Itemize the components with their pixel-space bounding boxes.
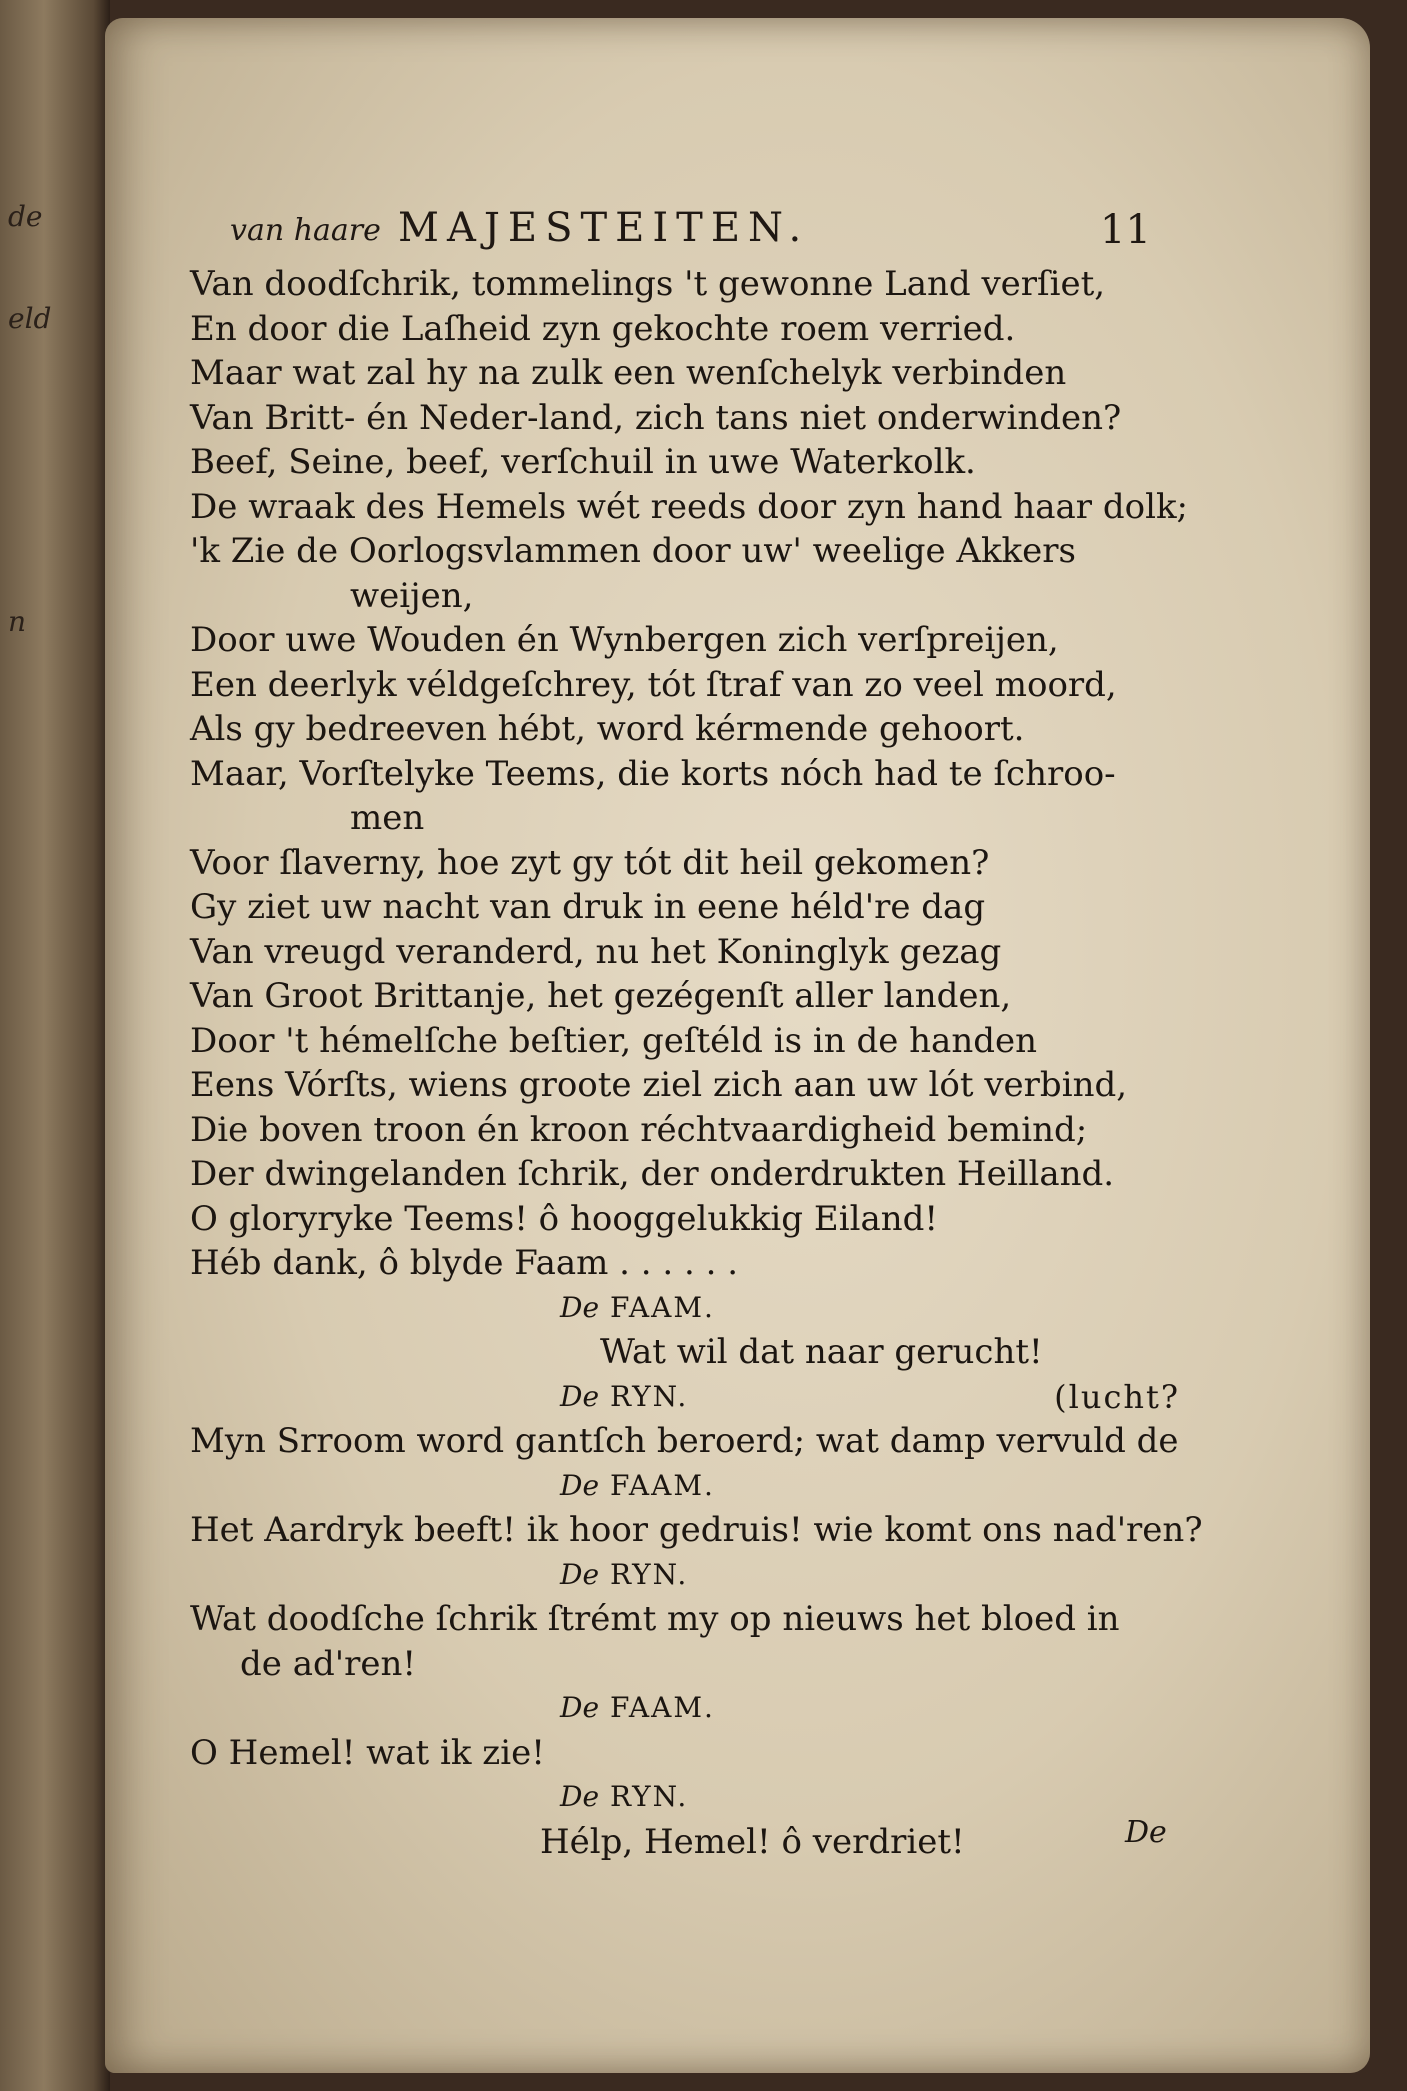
speaker-name: RYN.: [609, 1780, 689, 1813]
verse-line: Door 't hémelſche beſtier, geſtéld is in de handen: [190, 1020, 1037, 1061]
speaker-heading: [190, 1375, 1200, 1420]
catchword: De: [1125, 1815, 1167, 1850]
verse-line-half: Wat wil dat naar gerucht!: [600, 1332, 1043, 1372]
verse-line: O Hemel! wat ik zie!: [190, 1732, 545, 1773]
verse-line-overflow: (lucht?: [1054, 1377, 1180, 1416]
verse-line: Van Groot Brittanje, het gezégenſt aller landen,: [190, 976, 1012, 1016]
verse-line: 'k Zie de Oorlogsvlammen door uw' weelige Akkers: [190, 531, 1076, 571]
verse-line: Maar wat zal hy na zulk een wenſchelyk verbinden: [190, 353, 1067, 393]
verse-line: Het Aardryk beeft! ik hoor gedruis! wie komt ons nad'ren?: [190, 1510, 1203, 1550]
verse-line: Door uwe Wouden én Wynbergen zich verſpreijen,: [190, 620, 1059, 660]
speaker-prefix: De: [560, 1780, 600, 1813]
verse-line-continuation: de ad'ren!: [240, 1643, 417, 1684]
speaker-heading: [190, 1775, 1200, 1820]
running-title: van haare: [230, 213, 381, 248]
verse-line: En door die Laſheid zyn gekochte roem verried.: [190, 308, 1016, 349]
verse-line: Die boven troon én kroon réchtvaardigheid bemind;: [190, 1109, 1088, 1150]
page-number: 11: [1100, 207, 1151, 253]
verse-line: Voor ſlaverny, hoe zyt gy tót dit heil gekomen?: [190, 842, 990, 883]
left-page-fragment: de: [8, 200, 43, 233]
speaker-heading: [190, 1686, 1200, 1731]
verse-line: O gloryryke Teems! ô hooggelukkig Eiland!: [190, 1198, 939, 1239]
verse-line: Van Britt- én Neder-land, zich tans niet onderwinden?: [190, 397, 1122, 438]
verse-line: Myn Srroom word gantſch beroerd; wat damp vervuld de: [190, 1421, 1179, 1461]
verse-line-half: Hélp, Hemel! ô verdriet!: [540, 1821, 965, 1862]
speaker-name: FAAM.: [609, 1468, 715, 1502]
verse-line: Maar, Vorſtelyke Teems, die korts nóch had te ſchroo-: [190, 753, 1116, 794]
verse-line: Wat doodſche ſchrik ſtrémt my op nieuws het bloed in: [190, 1599, 1120, 1639]
left-page-fragment: n: [8, 605, 27, 638]
verse-line-continuation: weijen,: [350, 575, 474, 616]
speaker-prefix: De: [560, 1557, 600, 1591]
verse-line: Der dwingelanden ſchrik, der onderdrukten Heilland.: [190, 1154, 1115, 1194]
verse-line: Als gy bedreeven hébt, word kérmende gehoort.: [190, 709, 1025, 749]
speaker-name: RYN.: [609, 1379, 689, 1413]
verse-line: Gy ziet uw nacht van druk in eene héld're dag: [190, 887, 986, 927]
speaker-name: FAAM.: [609, 1691, 715, 1724]
speaker-name: FAAM.: [609, 1290, 715, 1324]
speaker-heading: [190, 1286, 1200, 1331]
page-header: [230, 205, 1180, 255]
speaker-heading: [190, 1464, 1200, 1509]
speaker-heading: [190, 1553, 1200, 1598]
verse-line: Van doodſchrik, tommelings 't gewonne Land verſiet,: [190, 264, 1106, 304]
verse-line: Een deerlyk véldgeſchrey, tót ſtraf van zo veel moord,: [190, 664, 1117, 705]
speaker-prefix: De: [560, 1691, 600, 1724]
speaker-name: RYN.: [609, 1557, 689, 1591]
running-title-caps: MAJESTEITEN.: [398, 205, 810, 251]
verse-line: Van vreugd veranderd, nu het Koninglyk gezag: [190, 931, 1002, 972]
verse-text: [190, 262, 1203, 1864]
verse-line: De wraak des Hemels wét reeds door zyn hand haar dolk;: [190, 486, 1189, 527]
verse-line: Eens Vórſts, wiens groote ziel zich aan uw lót verbind,: [190, 1065, 1128, 1105]
verse-line: Beef, Seine, beef, verſchuil in uwe Waterkolk.: [190, 442, 976, 482]
speaker-prefix: De: [560, 1290, 600, 1324]
speaker-prefix: De: [560, 1468, 600, 1502]
speaker-prefix: De: [560, 1379, 600, 1413]
left-page-edge: [0, 0, 110, 2091]
left-page-fragment: eld: [8, 302, 52, 335]
verse-line: Héb dank, ô blyde Faam . . . . . .: [190, 1243, 739, 1283]
verse-line-continuation: men: [350, 798, 425, 838]
